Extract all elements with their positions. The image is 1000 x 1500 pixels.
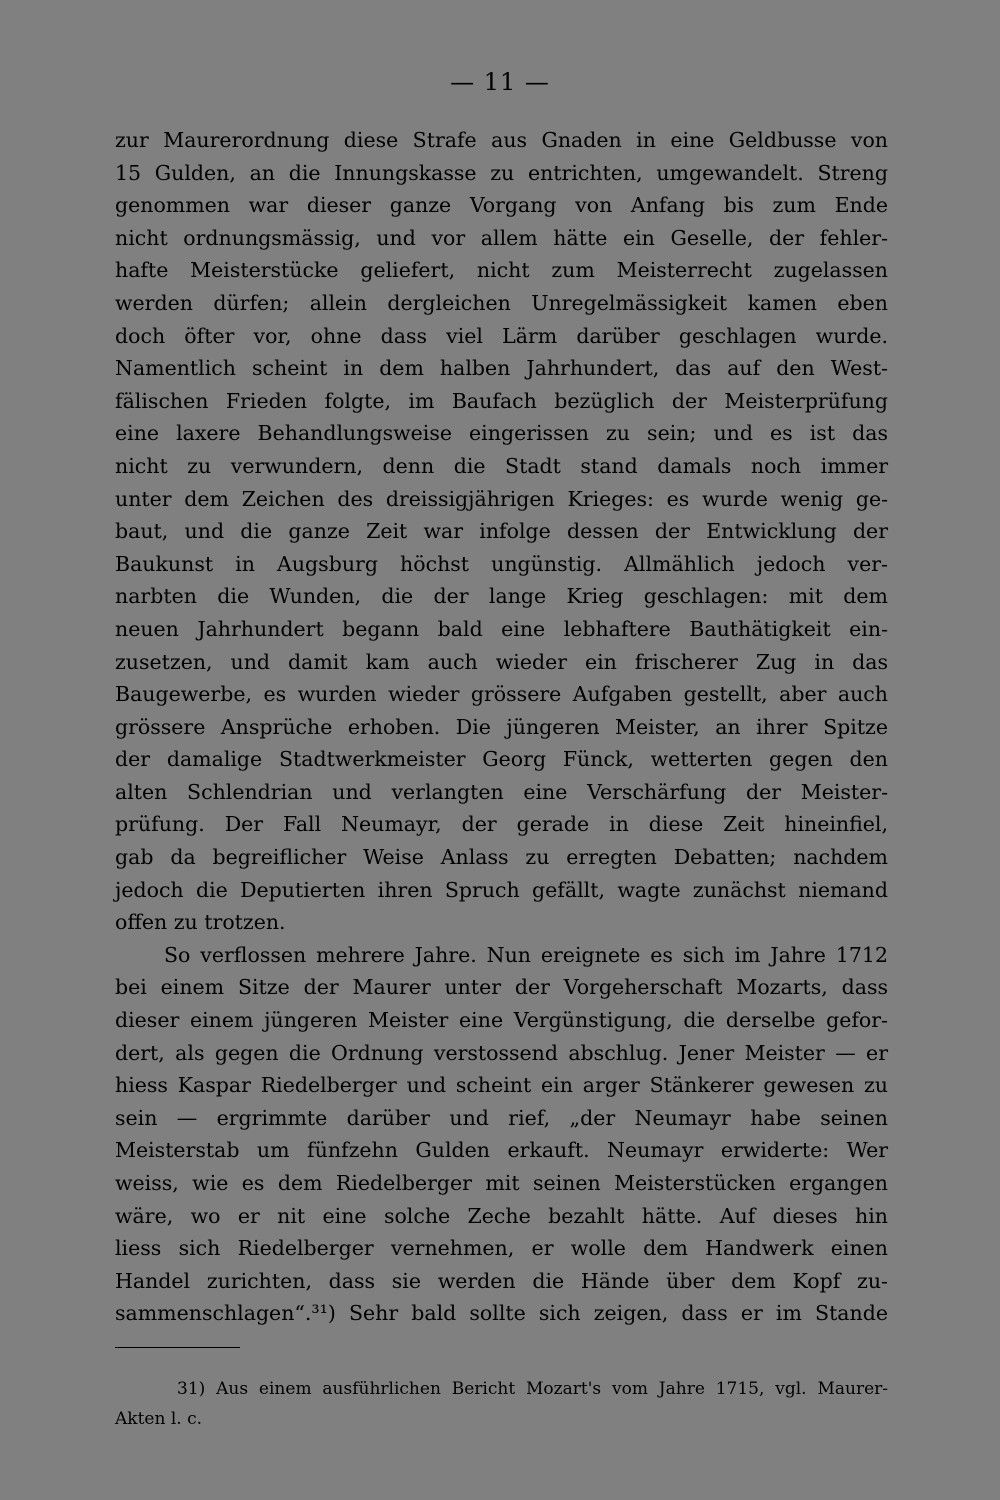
text-line: Handel zurichten, dass sie werden die Hände über dem Kopf zu- — [115, 1268, 888, 1293]
text-line: weiss, wie es dem Riedelberger mit seinen Meisterstücken ergangen — [115, 1171, 888, 1195]
text-line: Baukunst in Augsburg höchst ungünstig. Allmählich jedoch ver- — [115, 551, 888, 576]
text-line: gab da begreiflicher Weise Anlass zu erregten Debatten; nachdem — [115, 845, 888, 870]
text-line: unter dem Zeichen des dreissigjährigen Krieges: es wurde wenig ge- — [115, 486, 888, 511]
text-line: sein — ergrimmte darüber und rief, „der Neumayr habe seinen — [115, 1105, 888, 1130]
text-line: dieser einem jüngeren Meister eine Vergünstigung, die derselbe gefor- — [115, 1008, 888, 1033]
text-line: Namentlich scheint in dem halben Jahrhundert, das auf den West- — [115, 356, 888, 381]
footnote — [115, 1374, 888, 1434]
text-line: Baugewerbe, es wurden wieder grössere Aufgaben gestellt, aber auch — [115, 682, 888, 707]
footnote-line: Akten l. c. — [115, 1409, 202, 1429]
text-line: grössere Ansprüche erhoben. Die jüngeren Meister, an ihrer Spitze — [115, 714, 888, 739]
page-number: — 11 — — [450, 68, 550, 96]
text-line: offen zu trotzen. — [115, 910, 286, 935]
text-line: narbten die Wunden, die der lange Krieg geschlagen: mit dem — [115, 584, 888, 609]
body-text — [115, 124, 888, 1330]
text-line: fälischen Frieden folgte, im Baufach bezüglich der Meisterprüfung — [115, 388, 888, 413]
text-line: der damalige Stadtwerkmeister Georg Fünck, wetterten gegen den — [115, 747, 888, 772]
text-line: 15 Gulden, an die Innungskasse zu entrichten, umgewandelt. Streng — [115, 160, 888, 185]
text-line: So verflossen mehrere Jahre. Nun ereignete es sich im Jahre 1712 — [164, 942, 888, 967]
text-line: Meisterstab um fünfzehn Gulden erkauft. Neumayr erwiderte: Wer — [115, 1138, 888, 1163]
text-line: baut, und die ganze Zeit war infolge dessen der Entwicklung der — [115, 519, 888, 544]
text-line: neuen Jahrhundert begann bald eine lebhaftere Bauthätigkeit ein- — [115, 616, 888, 641]
text-line: nicht ordnungsmässig, und vor allem hätte ein Geselle, der fehler- — [115, 225, 888, 250]
text-line: eine laxere Behandlungsweise eingerissen zu sein; und es ist das — [115, 421, 888, 446]
text-line: sammenschlagen“.³¹) Sehr bald sollte sich zeigen, dass er im Stande — [115, 1301, 888, 1326]
text-line: hiess Kaspar Riedelberger und scheint ein arger Stänkerer gewesen zu — [115, 1073, 888, 1098]
text-line: doch öfter vor, ohne dass viel Lärm darüber geschlagen wurde. — [115, 323, 888, 348]
text-line: genommen war dieser ganze Vorgang von Anfang bis zum Ende — [115, 193, 888, 218]
text-line: hafte Meisterstücke geliefert, nicht zum Meisterrecht zugelassen — [115, 258, 888, 283]
text-line: dert, als gegen die Ordnung verstossend abschlug. Jener Meister — er — [115, 1040, 888, 1065]
footnote-line: 31) Aus einem ausführlichen Bericht Mozart's vom Jahre 1715, vgl. Maurer- — [177, 1379, 888, 1399]
footnote-divider — [115, 1347, 240, 1348]
text-line: zur Maurerordnung diese Strafe aus Gnaden in eine Geldbusse von — [115, 128, 888, 152]
text-line: werden dürfen; allein dergleichen Unregelmässigkeit kamen eben — [115, 290, 888, 315]
text-line: nicht zu verwundern, denn die Stadt stand damals noch immer — [115, 453, 888, 478]
text-line: alten Schlendrian und verlangten eine Verschärfung der Meister- — [115, 779, 888, 804]
text-line: liess sich Riedelberger vernehmen, er wolle dem Handwerk einen — [115, 1236, 888, 1261]
text-line: zusetzen, und damit kam auch wieder ein frischerer Zug in das — [115, 649, 888, 674]
text-line: prüfung. Der Fall Neumayr, der gerade in diese Zeit hineinfiel, — [115, 812, 888, 837]
text-line: wäre, wo er nit eine solche Zeche bezahlt hätte. Auf dieses hin — [115, 1203, 888, 1228]
text-line: bei einem Sitze der Maurer unter der Vorgeherschaft Mozarts, dass — [115, 975, 888, 1000]
text-line: jedoch die Deputierten ihren Spruch gefällt, wagte zunächst niemand — [115, 877, 888, 902]
